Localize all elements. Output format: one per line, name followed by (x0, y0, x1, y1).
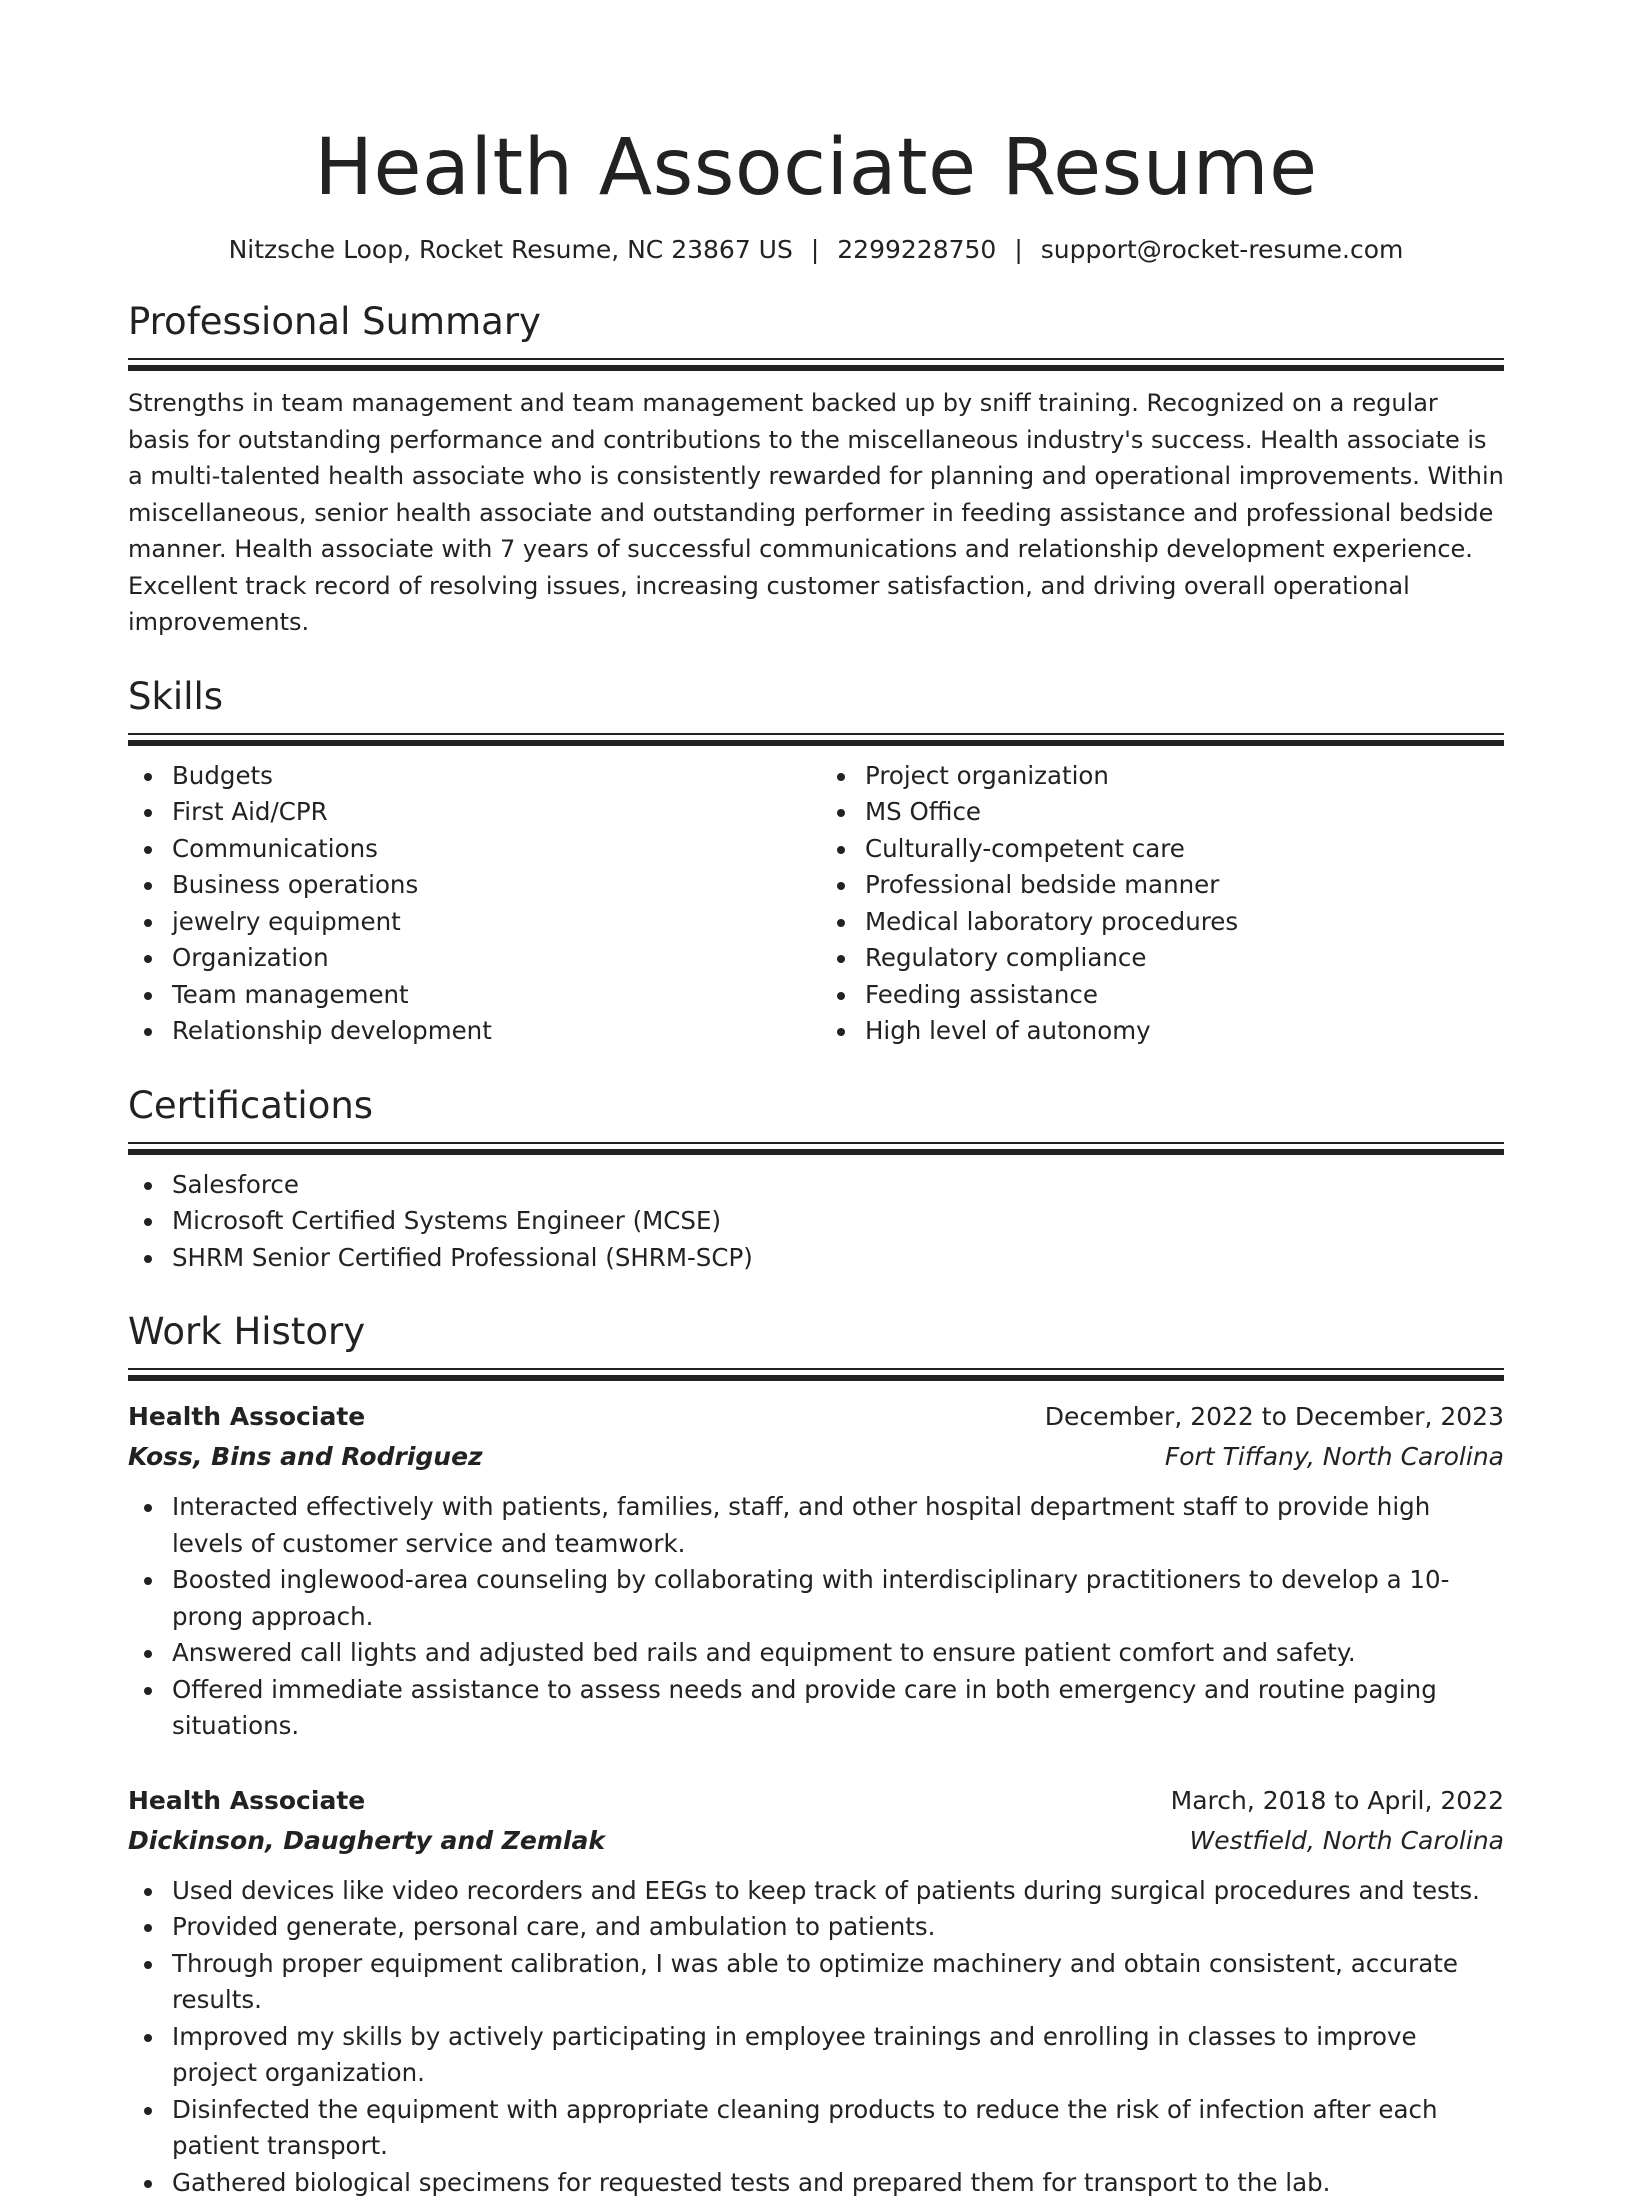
job-header (128, 1781, 1504, 1821)
skills-list-right (811, 758, 1504, 1050)
duty-item: Improved my skills by actively participating in employee trainings and enrolling in classes to improve project organization. (128, 2019, 1504, 2092)
duty-item: Boosted inglewood-area counseling by collaborating with interdisciplinary practitioners to develop a 10-prong approach. (128, 1562, 1504, 1635)
contact-separator: | (793, 235, 837, 264)
certifications-list (128, 1167, 1504, 1277)
job-dates: December, 2022 to December, 2023 (1045, 1397, 1504, 1437)
section-divider (128, 1368, 1504, 1370)
summary-text: Strengths in team management and team management backed up by sniff training. Recognized on a regular basis for outstanding performance and contributions to the miscellaneous industry's success. Health associate is a multi-talented health associate who is consistently rewarded for planning and operational improvements. Within miscellaneous, senior health associate and outstanding performer in feeding assistance and professional bedside manner. Health associate with 7 years of successful communications and relationship development experience. Excellent track record of resolving issues, increasing customer satisfaction, and driving overall operational improvements. (128, 385, 1504, 641)
job-company: Koss, Bins and Rodriguez (128, 1437, 483, 1477)
skill-item: Team management (128, 977, 811, 1014)
section-divider (128, 1375, 1504, 1381)
work-history-section (128, 1310, 1504, 2201)
skill-item: Relationship development (128, 1013, 811, 1050)
section-divider (128, 1149, 1504, 1155)
skill-item: Organization (128, 940, 811, 977)
skills-heading: Skills (128, 675, 1504, 719)
job-duties (128, 1489, 1504, 1745)
job-location: Westfield, North Carolina (1190, 1821, 1504, 1861)
job-header (128, 1397, 1504, 1437)
skill-item: Budgets (128, 758, 811, 795)
skill-item: Medical laboratory procedures (821, 904, 1504, 941)
contact-line (128, 234, 1504, 266)
skill-item: First Aid/CPR (128, 794, 811, 831)
skill-item: High level of autonomy (821, 1013, 1504, 1050)
skill-item: Feeding assistance (821, 977, 1504, 1014)
contact-phone: 2299228750 (837, 235, 996, 264)
skill-item: Business operations (128, 867, 811, 904)
section-divider (128, 365, 1504, 371)
section-divider (128, 733, 1504, 735)
certifications-section (128, 1084, 1504, 1277)
job-entry (128, 1781, 1504, 2201)
job-title: Health Associate (128, 1397, 365, 1437)
skill-item: Professional bedside manner (821, 867, 1504, 904)
skills-columns (128, 746, 1504, 1050)
duty-item: Offered immediate assistance to assess needs and provide care in both emergency and routine paging situations. (128, 1672, 1504, 1745)
duty-item: Disinfected the equipment with appropriate cleaning products to reduce the risk of infection after each patient transport. (128, 2092, 1504, 2165)
resume-title: Health Associate Resume (128, 120, 1504, 216)
summary-heading: Professional Summary (128, 300, 1504, 344)
job-subheader (128, 1821, 1504, 1861)
contact-separator: | (996, 235, 1040, 264)
skill-item: Culturally-competent care (821, 831, 1504, 868)
job-location: Fort Tiffany, North Carolina (1165, 1437, 1504, 1477)
contact-email: support@rocket-resume.com (1041, 235, 1404, 264)
duty-item: Provided generate, personal care, and ambulation to patients. (128, 1909, 1504, 1946)
certification-item: Salesforce (128, 1167, 1504, 1204)
certifications-heading: Certifications (128, 1084, 1504, 1128)
certification-item: Microsoft Certified Systems Engineer (MCSE) (128, 1203, 1504, 1240)
section-divider (128, 358, 1504, 360)
skill-item: Communications (128, 831, 811, 868)
duty-item: Interacted effectively with patients, families, staff, and other hospital department staff to provide high levels of customer service and teamwork. (128, 1489, 1504, 1562)
duty-item: Answered call lights and adjusted bed rails and equipment to ensure patient comfort and safety. (128, 1635, 1504, 1672)
work-history-heading: Work History (128, 1310, 1504, 1354)
duty-item: Gathered biological specimens for requested tests and prepared them for transport to the lab. (128, 2165, 1504, 2201)
skill-item: Project organization (821, 758, 1504, 795)
job-subheader (128, 1437, 1504, 1477)
job-title: Health Associate (128, 1781, 365, 1821)
skill-item: Regulatory compliance (821, 940, 1504, 977)
duty-item: Through proper equipment calibration, I was able to optimize machinery and obtain consistent, accurate results. (128, 1946, 1504, 2019)
skill-item: MS Office (821, 794, 1504, 831)
contact-address: Nitzsche Loop, Rocket Resume, NC 23867 US (229, 235, 793, 264)
job-company: Dickinson, Daugherty and Zemlak (128, 1821, 605, 1861)
certification-item: SHRM Senior Certified Professional (SHRM-SCP) (128, 1240, 1504, 1277)
job-duties (128, 1873, 1504, 2201)
job-dates: March, 2018 to April, 2022 (1171, 1781, 1504, 1821)
skills-section (128, 675, 1504, 1050)
resume-content (128, 120, 1504, 2201)
job-entry (128, 1397, 1504, 1745)
section-divider (128, 1142, 1504, 1144)
duty-item: Used devices like video recorders and EEGs to keep track of patients during surgical procedures and tests. (128, 1873, 1504, 1910)
summary-section (128, 300, 1504, 641)
skill-item: jewelry equipment (128, 904, 811, 941)
skills-list-left (128, 758, 811, 1050)
